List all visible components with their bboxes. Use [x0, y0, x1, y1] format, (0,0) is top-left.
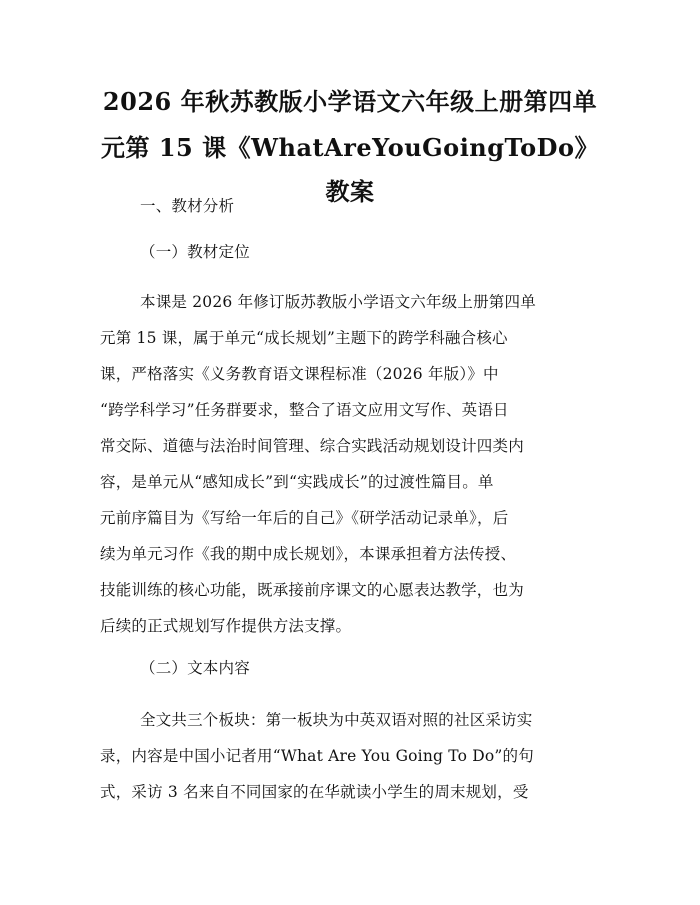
document-title-line-1: 2026 年秋苏教版小学语文六年级上册第四单 — [102, 87, 598, 116]
section-heading: 一、教材分析 — [140, 197, 235, 215]
paragraph-1-line-4: “跨学科学习”任务群要求，整合了语文应用文写作、英语日 — [100, 401, 509, 419]
paragraph-2-line-3: 式，采访 3 名来自不同国家的在华就读小学生的周末规划，受 — [100, 783, 529, 801]
paragraph-1-line-7: 元前序篇目为《写给一年后的自己》《研学活动记录单》，后 — [100, 509, 509, 527]
paragraph-1-line-8: 续为单元习作《我的期中成长规划》，本课承担着方法传授、 — [100, 545, 517, 563]
subsection-heading-1: （一）教材定位 — [140, 243, 250, 261]
paragraph-1-line-9: 技能训练的核心功能，既承接前序课文的心愿表达教学，也为 — [100, 581, 524, 599]
paragraph-1-line-5: 常交际、道德与法治时间管理、综合实践活动规划设计四类内 — [100, 437, 524, 455]
paragraph-1-line-10: 后续的正式规划写作提供方法支撑。 — [100, 617, 352, 635]
paragraph-1-line-2: 元第 15 课，属于单元“成长规划”主题下的跨学科融合核心 — [100, 329, 508, 347]
paragraph-2-line-2: 录，内容是中国小记者用“What Are You Going To Do”的句 — [100, 747, 534, 765]
paragraph-2-line-1: 全文共三个板块：第一板块为中英双语对照的社区采访实 — [140, 711, 533, 729]
paragraph-1-line-6: 容，是单元从“感知成长”到“实践成长”的过渡性篇目。单 — [100, 473, 494, 491]
paragraph-1-line-3: 课，严格落实《义务教育语文课程标准（2026 年版）》中 — [100, 365, 499, 383]
document-title-line-2: 元第 15 课《WhatAreYouGoingToDo》教案 — [101, 133, 599, 206]
subsection-heading-2: （二）文本内容 — [140, 659, 250, 677]
paragraph-1-line-1: 本课是 2026 年修订版苏教版小学语文六年级上册第四单 — [140, 293, 536, 311]
